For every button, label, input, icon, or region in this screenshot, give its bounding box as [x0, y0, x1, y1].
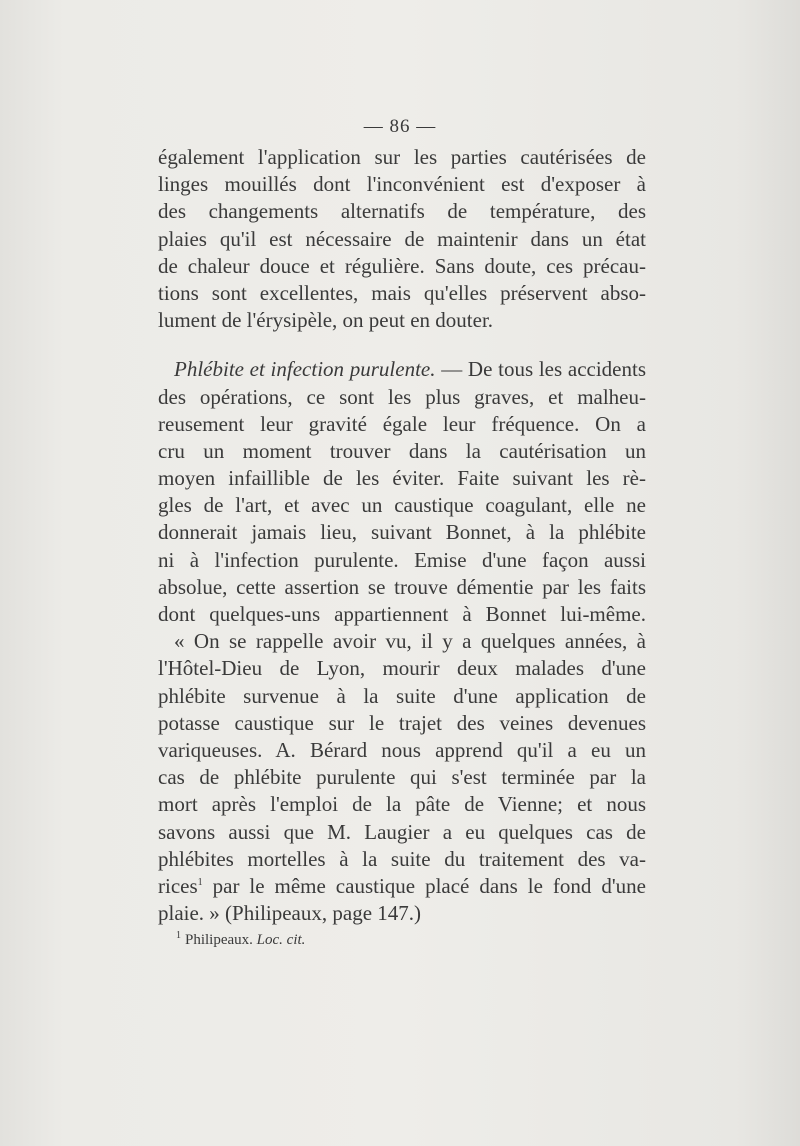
text-line: de chaleur douce et régulière. Sans doute, ces précau- — [158, 253, 646, 278]
page-number: — 86 — — [363, 116, 437, 137]
section-heading-line — [158, 356, 646, 383]
text-line: dont quelques-uns appartiennent à Bonnet lui-même. — [158, 602, 646, 626]
text-line: des changements alternatifs de température, des — [158, 199, 646, 224]
body-text — [158, 144, 646, 927]
text-line: cru un moment trouver dans la cautérisation un — [158, 438, 646, 463]
text-line: des opérations, ce sont les plus graves, et malheu- — [158, 384, 646, 409]
text-line: donnerait jamais lieu, suivant Bonnet, à la phlébite — [158, 520, 646, 545]
text-fragment: par le même caustique placé dans le fond d'une — [202, 873, 646, 898]
text-fragment: — De tous les accidents — [441, 357, 646, 382]
footnote-citation: Loc. cit. — [256, 932, 306, 948]
text-line: l'Hôtel-Dieu de Lyon, mourir deux malades d'une — [158, 656, 646, 681]
text-line: tions sont excellentes, mais qu'elles préservent abso- — [158, 280, 646, 305]
footnote-text: Philipeaux. — [185, 932, 257, 948]
text-line: potasse caustique sur le trajet des veines devenues — [158, 710, 646, 735]
footnote-mark: 1 — [176, 930, 181, 941]
text-line: phlébite survenue à la suite d'une application de — [158, 683, 646, 708]
text-fragment: rices — [158, 873, 198, 898]
text-line: ni à l'infection purulente. Emise d'une façon aussi — [158, 547, 646, 572]
text-line: savons aussi que M. Laugier a eu quelques cas de — [158, 819, 646, 844]
text-line: plaies qu'il est nécessaire de maintenir dans un état — [158, 226, 646, 251]
text-line: mort après l'emploi de la pâte de Vienne; et nous — [158, 792, 646, 817]
section-heading: Phlébite et infection purulente. — [174, 357, 436, 382]
text-line: variqueuses. A. Bérard nous apprend qu'il a eu un — [158, 737, 646, 762]
text-line: reusement leur gravité égale leur fréquence. On a — [158, 411, 646, 436]
text-line: cas de phlébite purulente qui s'est terminée par la — [158, 765, 646, 790]
paragraph-gap — [158, 334, 646, 356]
text-line-with-note — [158, 873, 646, 900]
text-line: « On se rappelle avoir vu, il y a quelques années, à — [174, 629, 646, 654]
text-line: linges mouillés dont l'inconvénient est d'exposer à — [158, 172, 646, 197]
text-line: phlébites mortelles à la suite du traitement des va- — [158, 846, 646, 871]
text-line: également l'application sur les parties cautérisées de — [158, 145, 646, 169]
footnote — [176, 930, 305, 949]
text-line: absolue, cette assertion se trouve démentie par les faits — [158, 574, 646, 599]
text-line: moyen infaillible de les éviter. Faite suivant les rè- — [158, 466, 646, 491]
text-line: gles de l'art, et avec un caustique coagulant, elle ne — [158, 493, 646, 518]
text-line: plaie. » (Philipeaux, page 147.) — [158, 901, 422, 926]
footnote-reference: 1 — [197, 876, 203, 888]
text-line: lument de l'érysipèle, on peut en douter. — [158, 308, 494, 333]
